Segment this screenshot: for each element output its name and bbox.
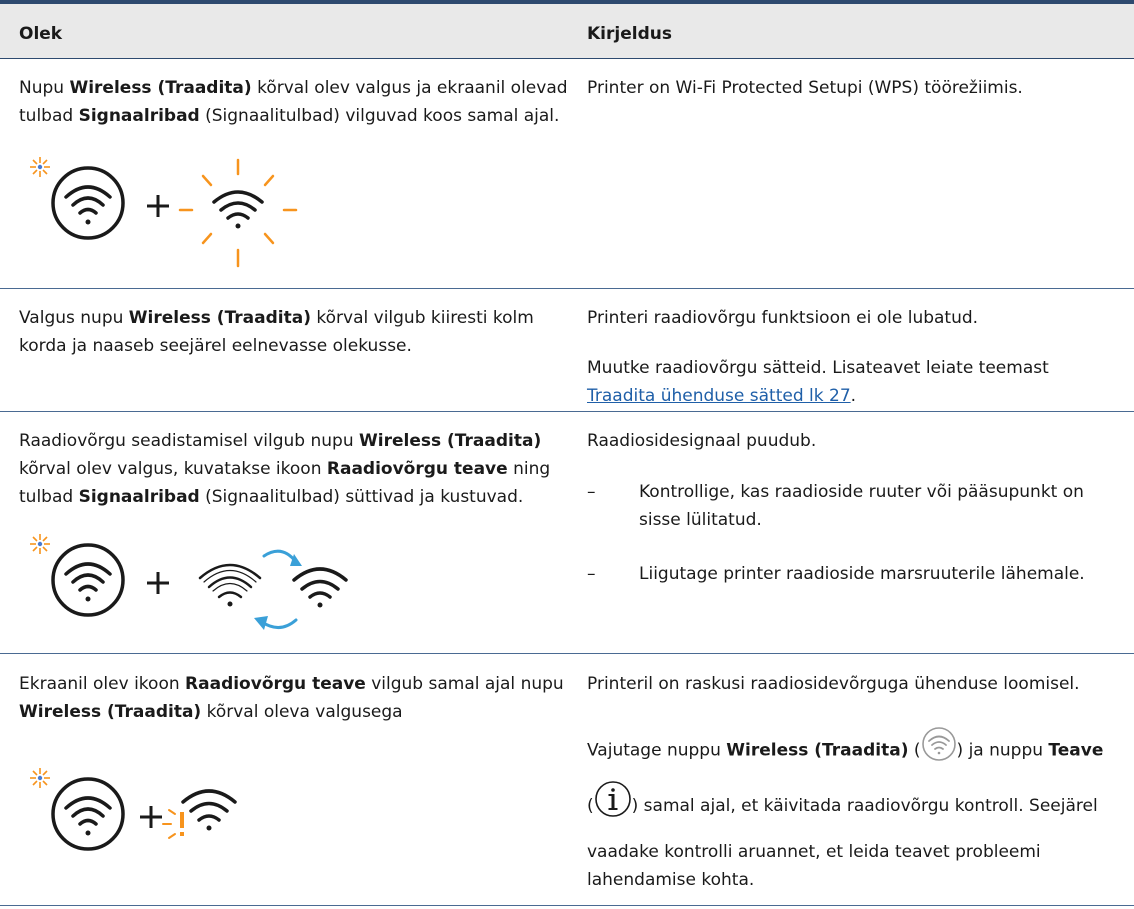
plus-icon	[138, 804, 164, 830]
wireless-settings-link[interactable]: Traadita ühenduse sätted lk 27	[587, 386, 851, 406]
cycling-signal-bars-icon	[196, 546, 366, 636]
plus-icon	[145, 570, 171, 596]
row1-status-text: Nupu Wireless (Traadita) kõrval olev valgus ja ekraanil olevad tulbad Signaalribad (Signaalitulbad) vilguvad koos samal ajal.	[19, 78, 568, 126]
wifi-button-icon	[30, 766, 130, 856]
header-divider	[0, 58, 1134, 59]
row4-description-line3: vaadake kontrolli aruannet, et leida teavet probleemi lahendamise kohta.	[587, 842, 1041, 890]
wifi-button-icon	[30, 532, 130, 622]
row4-description-line1: Vajutage nuppu Wireless (Traadita) ( ) ja nuppu Teave	[587, 726, 1117, 762]
row-divider	[0, 411, 1134, 412]
row3-description-p1: Raadiosidesignaal puudub.	[587, 431, 817, 451]
header-description: Kirjeldus	[587, 24, 672, 44]
plus-icon	[145, 193, 171, 219]
row-divider	[0, 653, 1134, 654]
blinking-signal-bars-icon	[178, 158, 298, 270]
wifi-button-icon	[30, 155, 130, 245]
row3-status-text: Raadiovõrgu seadistamisel vilgub nupu Wireless (Traadita) kõrval olev valgus, kuvatakse ikoon Raadiovõrgu teave ning tulbad Signaalribad (Signaalitulbad) süttivad ja kustuvad.	[19, 431, 551, 507]
row2-description-p2: Muutke raadiovõrgu sätteid. Lisateavet leiate teemast Traadita ühenduse sätted lk 27.	[587, 358, 1049, 406]
info-button-icon	[594, 780, 632, 832]
row4-status-text: Ekraanil olev ikoon Raadiovõrgu teave vilgub samal ajal nupu Wireless (Traadita) kõrval oleva valgusega	[19, 674, 564, 722]
row1-description: Printer on Wi-Fi Protected Setupi (WPS) töörežiimis.	[587, 78, 1023, 98]
row4-description-p1: Printeril on raskusi raadiosidevõrguga ühenduse loomisel.	[587, 674, 1080, 694]
header-status: Olek	[19, 24, 63, 44]
row2-description-p1: Printeri raadiovõrgu funktsioon ei ole lubatud.	[587, 308, 979, 328]
row4-description-line2: ( ) samal ajal, et käivitada raadiovõrgu kontroll. Seejärel	[587, 780, 1117, 818]
row-divider	[0, 905, 1134, 906]
row-divider	[0, 288, 1134, 289]
table-header	[0, 4, 1134, 58]
row2-status-text: Valgus nupu Wireless (Traadita) kõrval vilgub kiiresti kolm korda ja naaseb seejärel eelnevasse olekusse.	[19, 308, 534, 356]
wifi-attention-icon	[163, 782, 263, 852]
wifi-icon	[921, 726, 957, 775]
status-table: Olek Kirjeldus Nupu Wireless (Traadita) kõrval olev valgus ja ekraanil olevad tulbad Signaalribad (Signaalitulbad) vilguvad koos samal ajal. Printer on Wi-Fi Protected Setupi (WPS) töörežiimis. Valgus nupu Wireless (Traadita) kõrval vilgub kiiresti kolm korda ja naaseb seejärel eelnevasse olekusse. Printeri raadiovõrgu funktsioon ei ole lubatud. Muutke raadiovõrgu sätteid. Lisateavet leiate teemast Traadita ühenduse sätted lk 27. Raadiovõrgu seadistamisel vilgub nupu Wireless (Traadita) kõrval olev valgus, kuvatakse ikoon Raadiovõrgu teave ning tulbad Signaalribad (Signaalitulbad) süttivad ja kustuvad. Raadiosidesignaal puudub. – Kontrollige, kas raadioside ruuter või pääsupunkt on sisse lülitatud. – Liigutage printer raadioside marsruuterile lähemale. Ekraanil olev ikoon Raadiovõrgu teave vilgub samal ajal nupu Wireless (Traadita) kõrval oleva valgusega Printeril on raskusi raadiosidevõrguga ühenduse loomisel. Vajutage nuppu Wireless (Traadita) ( ) ja nuppu Teave ( ) samal ajal, et käivitada raadiovõrgu kontroll. Seejärel vaadake kontrolli aruannet, et leida teavet probleemi lahendamise kohta.	[0, 0, 1134, 909]
